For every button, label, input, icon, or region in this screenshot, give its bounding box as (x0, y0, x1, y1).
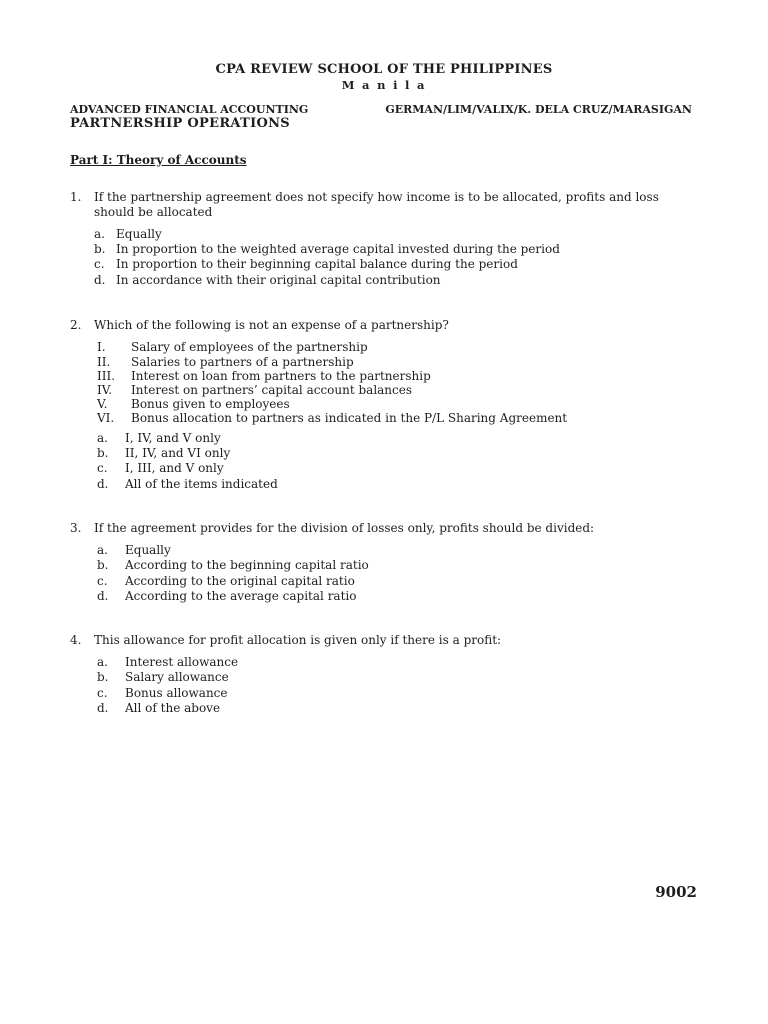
option-letter: d. (97, 477, 109, 491)
option-letter: d. (94, 273, 106, 287)
question-text: If the partnership agreement does not specify how income is to be allocated, profits and loss should be allocated (94, 190, 659, 219)
option-letter: a. (97, 543, 108, 557)
authors-line: GERMAN/LIM/VALIX/K. DELA CRUZ/MARASIGAN (385, 103, 692, 116)
option-text: According to the beginning capital ratio (125, 558, 369, 572)
roman-numeral: IV. (97, 383, 113, 397)
page-number: 9002 (655, 883, 697, 901)
option-text: Interest allowance (125, 655, 239, 669)
option-text: In proportion to their beginning capital balance during the period (116, 257, 518, 271)
item-text: Salaries to partners of a partnership (131, 355, 354, 369)
option-text: Salary allowance (125, 670, 229, 684)
option-letter: c. (97, 574, 108, 588)
item-text: Interest on loan from partners to the partnership (131, 369, 431, 383)
item-text: Salary of employees of the partnership (131, 340, 368, 354)
roman-numeral: V. (97, 397, 108, 411)
question-text: Which of the following is not an expense of a partnership? (94, 318, 449, 332)
roman-numeral: III. (97, 369, 116, 383)
question-text: This allowance for profit allocation is given only if there is a profit: (94, 633, 502, 647)
option-letter: b. (97, 446, 109, 460)
roman-numeral: VI. (97, 411, 115, 425)
question-number: 1. (70, 190, 82, 204)
option-text: All of the items indicated (125, 477, 278, 491)
item-text: Bonus given to employees (131, 397, 290, 411)
question-number: 3. (70, 521, 82, 535)
option-text: According to the original capital ratio (125, 574, 355, 588)
option-text: Equally (116, 227, 162, 241)
option-text: Bonus allowance (125, 686, 228, 700)
option-letter: c. (97, 686, 108, 700)
option-letter: b. (97, 558, 109, 572)
option-text: I, III, and V only (125, 461, 224, 475)
option-letter: d. (97, 701, 109, 715)
option-letter: a. (94, 227, 105, 241)
item-text: Bonus allocation to partners as indicated in the P/L Sharing Agreement (131, 411, 568, 425)
item-text: Interest on partners’ capital account balances (131, 383, 413, 397)
option-text: In accordance with their original capital contribution (116, 273, 441, 287)
option-text: All of the above (125, 701, 221, 715)
question-number: 4. (70, 633, 82, 647)
option-letter: b. (94, 242, 106, 256)
question-text: If the agreement provides for the division of losses only, profits should be divided: (94, 521, 595, 535)
school-name: CPA REVIEW SCHOOL OF THE PHILIPPINES (215, 62, 553, 77)
roman-numeral: I. (97, 340, 106, 354)
option-letter: a. (97, 431, 108, 445)
option-letter: a. (97, 655, 108, 669)
option-text: According to the average capital ratio (125, 589, 357, 603)
option-text: Equally (125, 543, 171, 557)
option-letter: c. (94, 257, 105, 271)
option-text: I, IV, and V only (125, 431, 221, 445)
roman-numeral: II. (97, 355, 111, 369)
option-letter: d. (97, 589, 109, 603)
question-number: 2. (70, 318, 82, 332)
option-text: II, IV, and VI only (125, 446, 231, 460)
course-title: ADVANCED FINANCIAL ACCOUNTING (70, 103, 309, 116)
option-text: In proportion to the weighted average capital invested during the period (116, 242, 560, 256)
option-letter: b. (97, 670, 109, 684)
city-name: M a n i l a (341, 78, 427, 92)
option-letter: c. (97, 461, 108, 475)
part-title: Part I: Theory of Accounts (70, 153, 247, 167)
subject-title: PARTNERSHIP OPERATIONS (70, 116, 290, 131)
